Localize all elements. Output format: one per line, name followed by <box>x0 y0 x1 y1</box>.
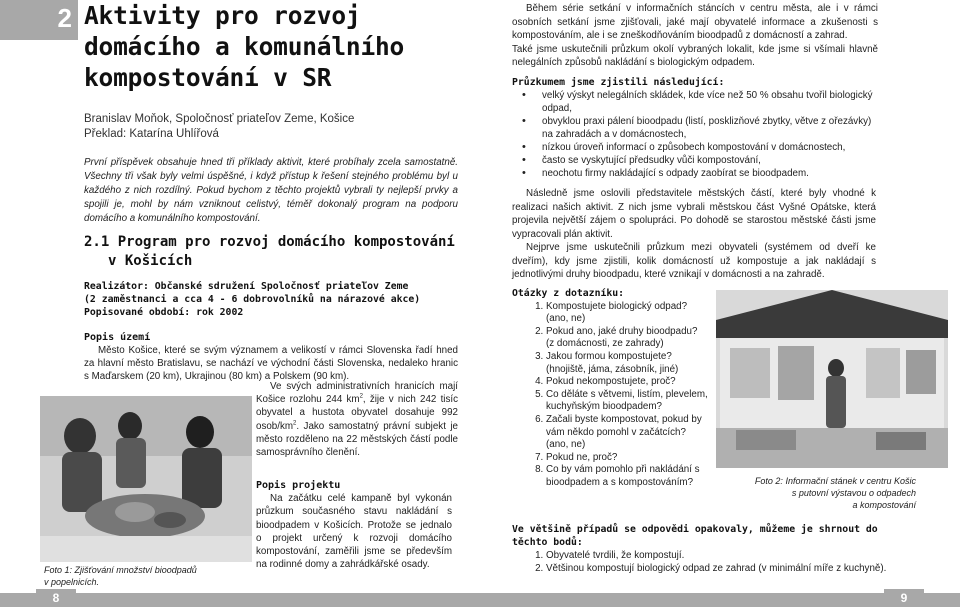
summary-item: 1. Obyvatelé tvrdili, že kompostují. <box>546 549 892 562</box>
survey-intro-p1: Během série setkání v informačních stáncích v centru města, ale i v rámci osobních setkání jsme zjišťovali, jaké mají obyvatelé informace a zkušenosti s kompostováním, ale i se zneškodňováním bioodpadů z domácností a zahrad. <box>512 3 878 41</box>
question-text: Co by vám pomohlo při nakládání s bioodpadem a s kompostováním? <box>546 464 700 488</box>
findings-heading: Průzkumem jsme zjistili následující: <box>512 77 725 88</box>
right-page <box>480 0 960 607</box>
photo-1-caption-line-1: Foto 1: Zjišťování množství bioodpadů <box>44 565 197 575</box>
article-title <box>84 0 474 93</box>
activities-text <box>512 187 876 282</box>
title-line-1: Aktivity pro rozvoj <box>84 1 361 30</box>
finding-item: • neochotu firmy nakládající s odpady zaobírat se bioodpadem. <box>542 167 882 180</box>
question-text: Pokud ne, proč? <box>546 451 618 463</box>
question-item <box>546 326 712 351</box>
activities-p1: Následně jsme oslovili představitele městských částí, které byly vhodné k realizaci našich aktivit. Z nich jsme vybrali městskou část Vyšné Opátske, která projevila největší zájem o spolupráci. Po dohodě se starostou městské části jsme vypracovali plán aktivit. <box>512 188 876 240</box>
summary-item: 2. Většinou kompostují biologický odpad ze zahrad (v minimální míře z kuchyně). <box>546 562 892 575</box>
question-text: Kompostujete biologický odpad? <box>546 300 688 312</box>
chapter-number: 2 <box>0 0 78 40</box>
finding-item: • velký výskyt nelegálních skládek, kde více než 50 % obsahu tvořil biologický odpad, <box>542 89 882 115</box>
questions-heading: Otázky z dotazníku: <box>512 288 625 299</box>
question-text: Pokud ano, jaké druhy bioodpadu? <box>546 325 698 337</box>
page-number-right: 9 <box>884 589 924 607</box>
question-text: Jakou formou kompostujete? <box>546 350 672 362</box>
summary-list <box>512 549 892 575</box>
realizator-line-1: Realizátor: Občanské sdružení Spoločnosť priateľov Zeme <box>84 281 409 292</box>
section-title <box>84 233 455 271</box>
photo-2-caption-line-1: Foto 2: Informační stánek v centru Košic <box>754 476 916 486</box>
question-item <box>546 301 712 326</box>
page-number-left: 8 <box>36 589 76 607</box>
photo-2-caption-line-2: s putovní výstavou o odpadech <box>791 488 916 498</box>
sup-1: 2 <box>359 393 363 400</box>
question-answers: (z domácnosti, ze zahrady) <box>546 338 664 350</box>
popis-projektu-text: Na začátku celé kampaně byl vykonán průzkum současného stavu nakládání s bioodpadem v Košicích. Protože se jednalo o projekt určený k rozvoji domácího kompostování, zaměřili jsme se především na rodinné domy a zahrádkářské osady. <box>256 493 452 571</box>
city-stats-a: Ve svých administrativních hranicích mají Košice rozlohu 244 km <box>256 381 458 406</box>
title-line-2: domácího a komunálního <box>84 32 405 61</box>
questionnaire <box>512 288 712 490</box>
question-answers: (ano, ne) <box>546 439 586 451</box>
question-answers: (ano, ne) <box>546 313 586 325</box>
intro-paragraph: První příspěvek obsahuje hned tři příklady aktivit, které probíhaly zcela samostatně. Všechny tři však byly velmi úspěšné, i když přístup k řešení stejného problému byl u každého z nich rozdílný. Pokud bychom z těchto projektů vybrali ty nejlepší prvky a spojili je, mohl by nám vzniknout celistvý, téměř dokonalý program na podporu domácího a komunálního kompostování. <box>84 157 458 224</box>
finding-item: • nízkou úroveň informací o způsobech kompostování v domácnostech, <box>542 141 882 154</box>
photo-1-caption <box>44 564 244 588</box>
activities-p2: Nejprve jsme uskutečnili průzkum mezi obyvateli (systémem od dveří ke dveřím), kdy jsme zjistili, kolik domácností už kompostuje a jak nakládají s jednotlivými druhy bioodpadu, které vznikají v domácnosti a na zahradě. <box>512 242 876 280</box>
survey-intro-p2: Také jsme uskutečnili průzkum okolí vybraných lokalit, kde jsme si všímali hlavně nelegálních způsobů nakládání s biologickým odpadem. <box>512 43 878 68</box>
section-title-line-1: 2.1 Program pro rozvoj domácího kompostování <box>84 234 455 250</box>
photo-2-caption-line-3: a kompostování <box>852 500 916 510</box>
questions-list <box>512 301 712 490</box>
popis-uzemi-heading: Popis území <box>84 332 151 343</box>
authors <box>84 112 354 142</box>
realizator-block <box>84 280 420 319</box>
question-answers: (hnojiště, jáma, zásobník, jiné) <box>546 363 679 375</box>
popis-projektu <box>256 479 452 571</box>
popis-uzemi <box>84 331 458 383</box>
photo-1-caption-line-2: v popelnicích. <box>44 577 100 587</box>
photo-1-waste-sorting <box>40 396 252 562</box>
photo-2-info-stand <box>716 290 948 468</box>
question-item <box>546 376 712 389</box>
question-text: Začali byste kompostovat, pokud by vám někdo pomohl v začátcích? <box>546 413 702 438</box>
realizator-line-2: (2 zaměstnanci a cca 4 - 6 dobrovolníků na nárazové akce) <box>84 294 421 305</box>
city-stats-c: . Jako samostatný právní subjekt je město rozděleno na 22 městských částí podle samosprávního členění. <box>256 420 458 459</box>
question-item <box>546 464 712 489</box>
summary <box>512 523 892 575</box>
city-stats-b: , žije v nich 242 tisíc obyvatel a hustota obyvatel dosahuje 992 osob/km <box>256 394 458 432</box>
summary-heading: Ve většině případů se odpovědi opakovaly, můžeme je shrnout do těchto bodů: <box>512 524 878 548</box>
city-stats-paragraph <box>256 380 458 459</box>
popis-uzemi-text: Město Košice, které se svým významem a velikostí v rámci Slovenska řadí hned za hlavní město Bratislavu, se nachází ve východní části Slovenska, nedaleko hranic s Maďarskem (20 km), Ukrajinou (80 km) a Polskem (90 km). <box>84 345 458 382</box>
findings-list <box>512 89 882 180</box>
question-item <box>546 351 712 376</box>
question-item <box>546 452 712 465</box>
question-text: Pokud nekompostujete, proč? <box>546 376 676 388</box>
findings <box>512 76 882 180</box>
popis-projektu-heading: Popis projektu <box>256 480 341 491</box>
realizator-line-3: Popisované období: rok 2002 <box>84 307 244 318</box>
finding-item: • často se vyskytující předsudky vůči kompostování, <box>542 154 882 167</box>
question-item <box>546 389 712 414</box>
title-line-3: kompostování v SR <box>84 63 332 92</box>
finding-item: • obvyklou praxi pálení bioodpadu (listí, posklizňové zbytky, větve z ořezávky) na zahradách a v domácnostech, <box>542 115 882 141</box>
translation-line: Překlad: Katarína Uhlířová <box>84 128 219 140</box>
question-item <box>546 414 712 452</box>
author-line: Branislav Moňok, Spoločnosť priateľov Zeme, Košice <box>84 113 355 125</box>
section-title-line-2: v Košicích <box>108 253 193 269</box>
photo-2-caption <box>716 475 916 511</box>
survey-intro <box>512 2 878 70</box>
question-text: Co děláte s větvemi, listím, plevelem, kuchyňským bioodpadem? <box>546 388 708 413</box>
sup-2: 2 <box>293 420 297 427</box>
